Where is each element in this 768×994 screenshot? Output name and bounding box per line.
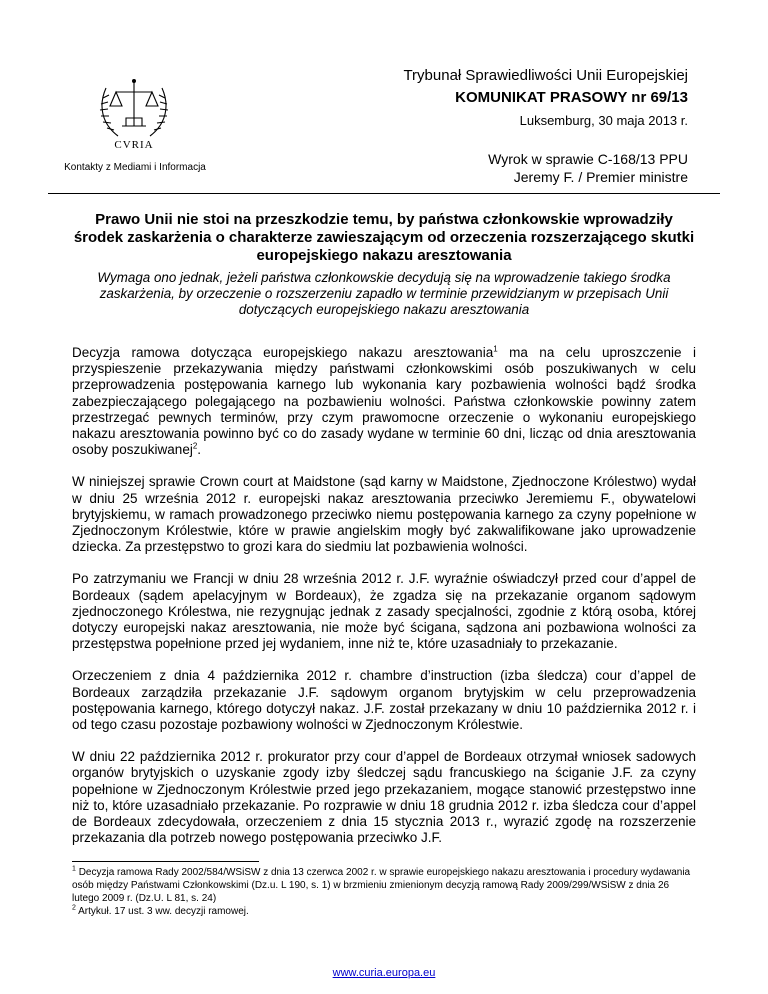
footnote-1 bbox=[72, 866, 696, 905]
paragraph-1 bbox=[72, 345, 696, 458]
case-parties: Jeremy F. / Premier ministre bbox=[513, 169, 688, 185]
curia-logo bbox=[88, 74, 180, 154]
footnote-2 bbox=[72, 905, 696, 918]
release-subtitle: Wymaga ono jednak, jeżeli państwa członkowskie decydują się na wprowadzenie takiego środka zaskarżenia, by orzeczenie o rozszerzeniu zapadło w terminie przewidzianym w przepisach Unii dotyczących europejskiego nakazu aresztowania bbox=[97, 270, 671, 317]
media-contacts-label: Kontakty z Mediami i Informacja bbox=[64, 162, 206, 173]
footnote-2-number: 2 bbox=[72, 904, 76, 912]
footnotes bbox=[72, 866, 696, 918]
release-body bbox=[72, 345, 696, 862]
paragraph-2: W niniejszej sprawie Crown court at Maidstone (sąd karny w Maidstone, Zjednoczone Królestwo) wydał w dniu 25 września 2012 r. europejski nakaz aresztowania przeciwko Jeremiemu F., obywatelowi brytyjskiemu, w ramach prowadzonego przeciwko niemu postępowania karnego za czyny popełnione w Zjednoczonym Królestwie, które w prawie angielskim mogły być zakwalifikowane jako uprowadzenie dziecka. Za przestępstwo to grozi kara do siedmiu lat pozbawienia wolności. bbox=[72, 474, 696, 555]
release-date: Luksemburg, 30 maja 2013 r. bbox=[519, 113, 688, 128]
header-divider bbox=[48, 193, 720, 194]
footnote-1-text: Decyzja ramowa Rady 2002/584/WSiSW z dnia 13 czerwca 2002 r. w sprawie europejskiego nakazu aresztowania i procedury wydawania osób między Państwami Członkowskimi (Dz.u. L 190, s. 1) w brzmieniu zmienionym decyzją ramową Rady 2009/299/WSiSW z dnia 26 lutego 2009 r. (Dz.U. L 81, s. 24) bbox=[72, 867, 691, 904]
case-number: Wyrok w sprawie C-168/13 PPU bbox=[488, 151, 688, 167]
footnote-2-text: Artykuł. 17 ust. 3 ww. decyzji ramowej. bbox=[78, 906, 249, 917]
release-title: Prawo Unii nie stoi na przeszkodzie temu, by państwa członkowskie wprowadziły środek zaskarżenia o charakterze zawieszającym od orzeczenia rozszerzającego skutki europejskiego nakazu aresztowania bbox=[73, 211, 695, 264]
paragraph-4: Orzeczeniem z dnia 4 października 2012 r. chambre d’instruction (izba śledcza) cour d’appel de Bordeaux zarządziła przekazanie J.F. sądowym organom brytyjskim w celu przeprowadzenia postępowania karnego, którego dotyczył nakaz. J.F. został przekazany w dniu 10 października 2012 r. i od tego czasu pozostaje pozbawiony wolności w Zjednoczonym Królestwie. bbox=[72, 668, 696, 733]
paragraph-3: Po zatrzymaniu we Francji w dniu 28 września 2012 r. J.F. wyraźnie oświadczył przed cour d’appel de Bordeaux (sądem apelacyjnym w Bordeaux), że zgadza się na przekazanie organom sądowym zjednoczonego Królestwa, nie rezygnując jednak z zasady specjalności, zgodnie z którą osoba, której dotyczy europejski nakaz aresztowania, nie może być ścigana, sądzona ani pozbawiona wolności za przestępstwa popełnione przed jej wydaniem, inne niż te, które uzasadniały to przekazanie. bbox=[72, 571, 696, 652]
paragraph-1-text-b: ma na celu uproszczenie i przyspieszenie przekazywania między państwami członkowskimi osób poszukiwanych w celu przeprowadzenia postępowania karnego lub wykonania kary pozbawienia wolności bądź środka zabezpieczającego polegającego na pozbawieniu wolności. Państwa członkowskie powinny zatem przestrzegać pewnych terminów, przy czym prawomocne orzeczenie o wykonaniu europejskiego nakazu aresztowania powinno być co do zasady wydane w terminie 60 dni, licząc od dnia aresztowania osoby poszukiwanej bbox=[72, 345, 696, 458]
court-name: Trybunał Sprawiedliwości Unii Europejskiej bbox=[403, 67, 688, 84]
logo-text: CVRIA bbox=[114, 139, 154, 151]
paragraph-1-text-a: Decyzja ramowa dotycząca europejskiego nakazu aresztowania bbox=[72, 345, 494, 360]
press-release-number: KOMUNIKAT PRASOWY nr 69/13 bbox=[455, 89, 688, 106]
paragraph-5: W dniu 22 października 2012 r. prokurator przy cour d’appel de Bordeaux otrzymał wniosek sadowych organów brytyjskich o uzyskanie zgody izby śledczej sądu francuskiego na ściganie J.F. za czyny popełnione w Zjednoczonym Królestwie przed jego przekazaniem, mogące stanowić przestępstwo inne niż to, które uzasadniało przekazanie. Po rozprawie w dniu 18 grudnia 2012 r. izba śledcza cour d’appel de Bordeaux zdecydowała, orzeczeniem z dnia 15 stycznia 2013 r., wyrazić zgodę na rozszerzenie przekazania dla potrzeb nowego postępowania przeciwko J.F. bbox=[72, 749, 696, 846]
footnote-divider bbox=[72, 861, 259, 862]
footer-website-link[interactable]: www.curia.europa.eu bbox=[332, 967, 436, 979]
footnote-1-number: 1 bbox=[72, 865, 76, 873]
footnote-ref-2[interactable]: 2 bbox=[192, 441, 198, 451]
footnote-ref-1[interactable]: 1 bbox=[493, 344, 498, 354]
paragraph-1-text-c: . bbox=[197, 442, 202, 458]
logo-orb bbox=[132, 79, 136, 83]
